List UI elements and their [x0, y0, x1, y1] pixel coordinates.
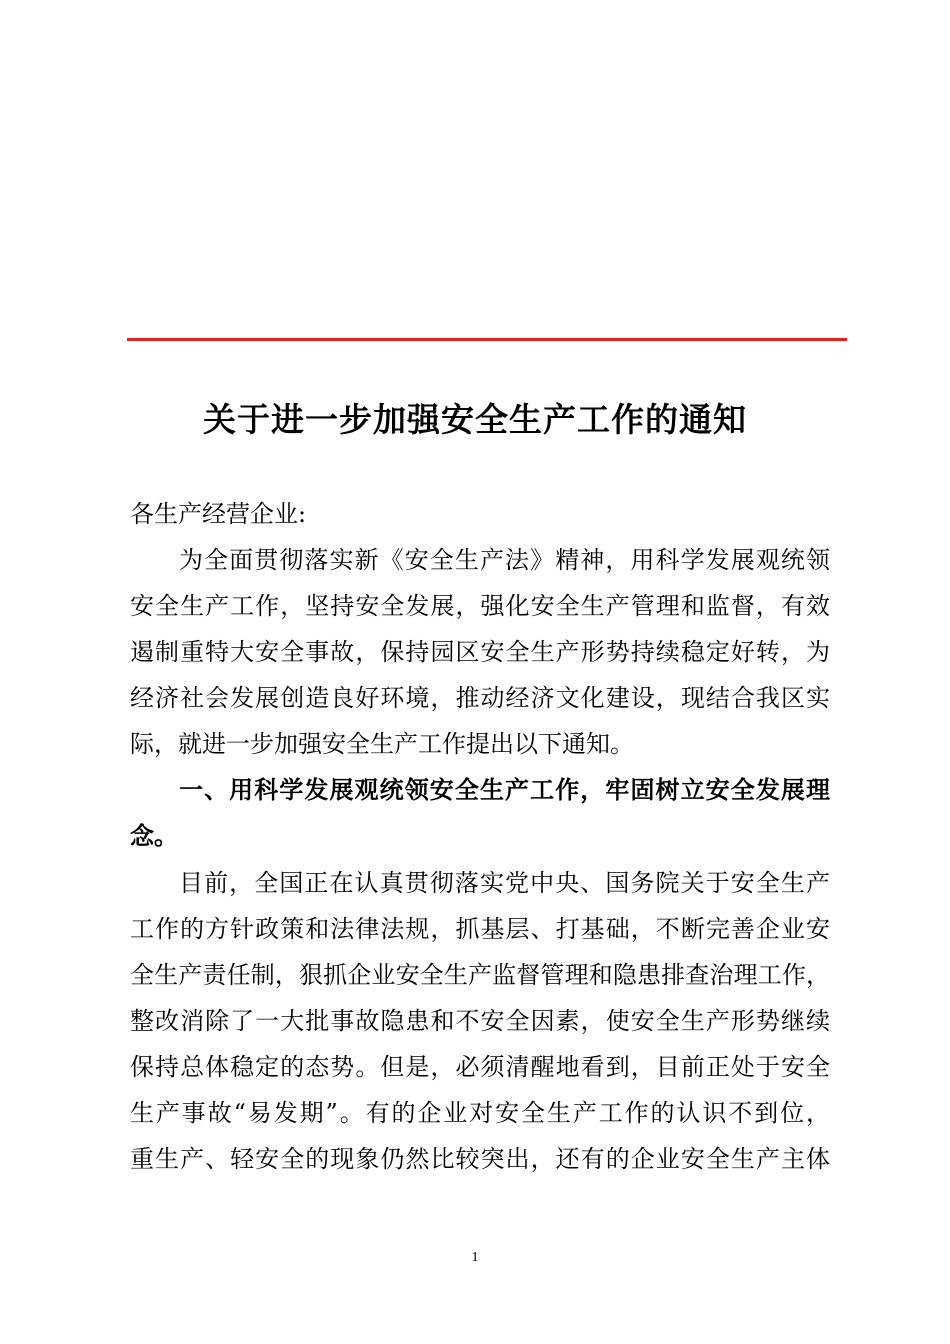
- paragraph2-line-3: 全生产责任制，狠抓企业安全生产监督管理和隐患排查治理工作，: [130, 961, 830, 989]
- red-header-rule: [127, 338, 847, 341]
- paragraph2-line-7: 重生产、轻安全的现象仍然比较突出，还有的企业安全生产主体: [130, 1145, 830, 1173]
- paragraph2-line-1: 目前，全国正在认真贯彻落实党中央、国务院关于安全生产: [179, 869, 830, 897]
- paragraph1-line-3: 遏制重特大安全事故，保持园区安全生产形势持续稳定好转，为: [130, 638, 830, 666]
- paragraph1-line-5: 际，就进一步加强安全生产工作提出以下通知。: [130, 730, 634, 758]
- paragraph2-line-2: 工作的方针政策和法律法规，抓基层、打基础，不断完善企业安: [130, 915, 830, 943]
- paragraph2-line-5: 保持总体稳定的态势。但是，必须清醒地看到，目前正处于安全: [130, 1053, 830, 1081]
- paragraph1-line-2: 安全生产工作，坚持安全发展，强化安全生产管理和监督，有效: [130, 592, 830, 620]
- page-number: 1: [471, 1250, 479, 1265]
- paragraph2-line-4: 整改消除了一大批事故隐患和不安全因素，使安全生产形势继续: [130, 1007, 830, 1035]
- paragraph2-line-6: 生产事故“易发期”。有的企业对安全生产工作的认识不到位，: [130, 1099, 830, 1127]
- document-title: 关于进一步加强安全生产工作的通知: [203, 400, 747, 439]
- salutation: 各生产经营企业:: [130, 500, 307, 528]
- paragraph1-line-4: 经济社会发展创造良好环境，推动经济文化建设，现结合我区实: [130, 684, 830, 712]
- paragraph1-line-1: 为全面贯彻落实新《安全生产法》精神，用科学发展观统领: [179, 546, 830, 574]
- section1-heading-line-1: 一、用科学发展观统领安全生产工作，牢固树立安全发展理: [179, 776, 830, 804]
- section1-heading-line-2: 念。: [130, 822, 178, 850]
